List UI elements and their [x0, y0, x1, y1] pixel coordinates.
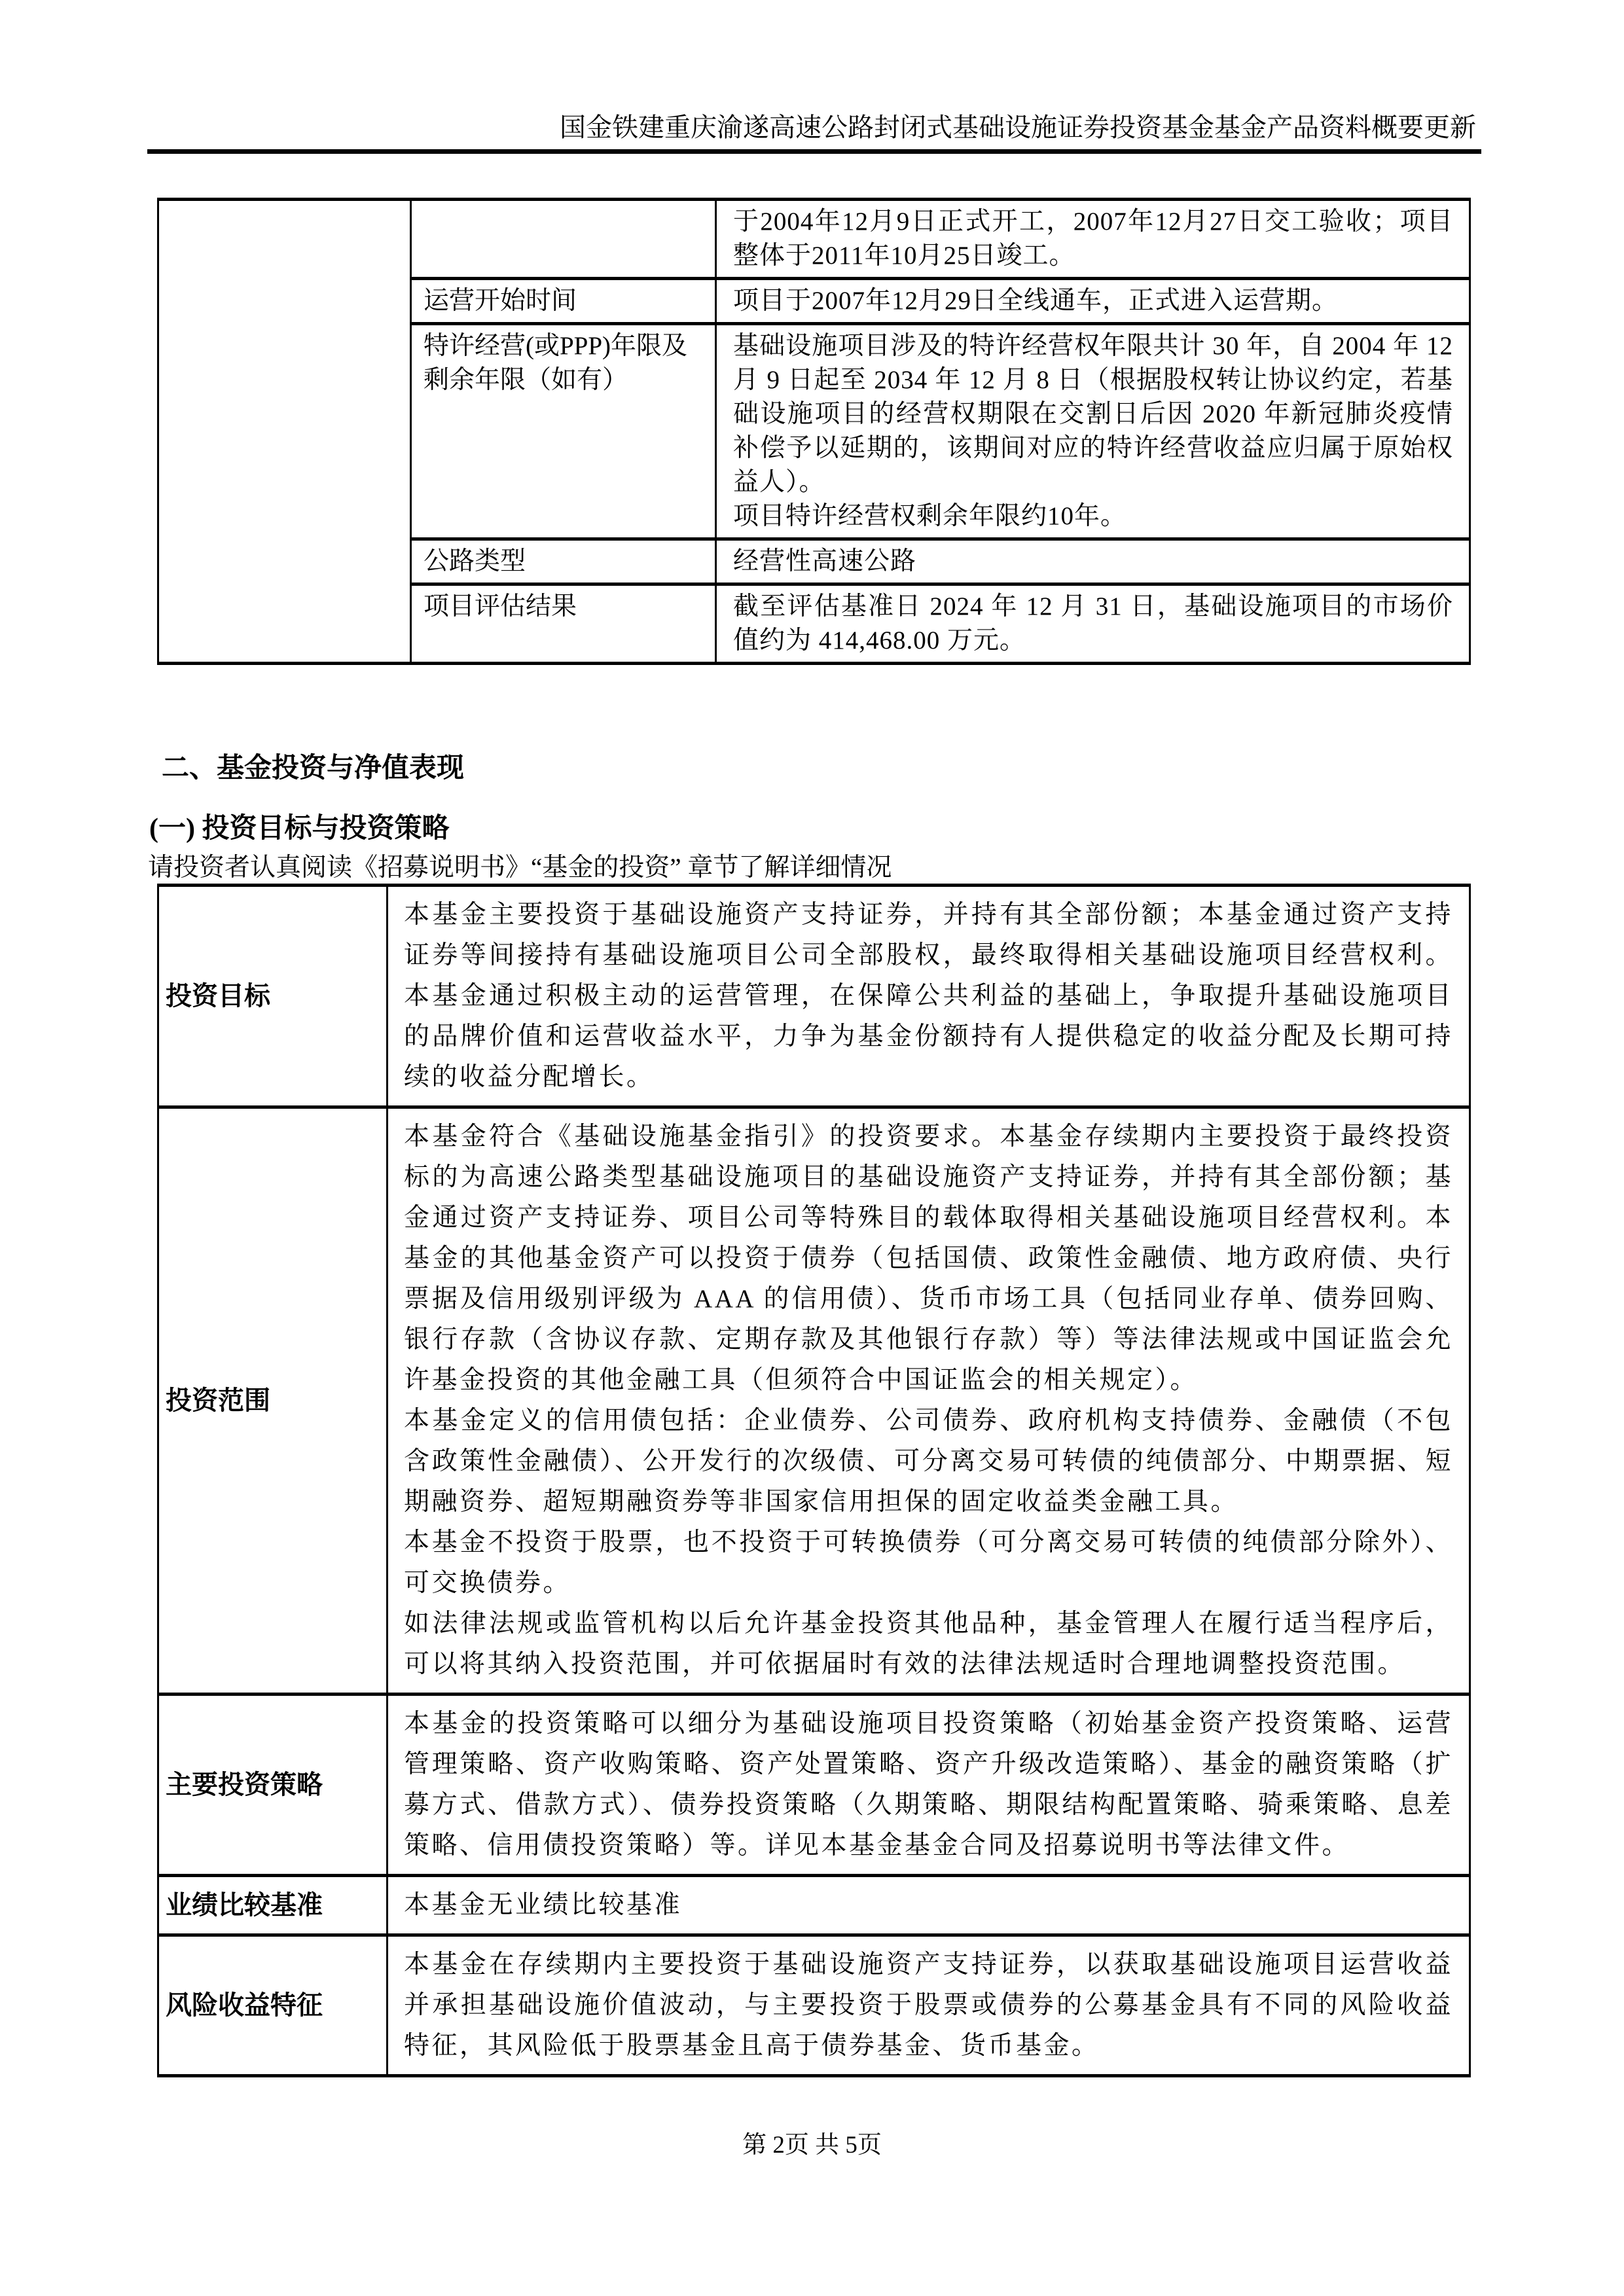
row-value-cell	[716, 584, 1470, 664]
paragraph: 经营性高速公路	[733, 547, 917, 575]
page-footer: 第 2页 共 5页	[742, 2132, 882, 2159]
row-label: 风险收益特征	[166, 1990, 323, 2020]
row-label-cell	[411, 539, 716, 584]
section-heading: 二、基金投资与净值表现	[162, 753, 465, 783]
row-label-cell	[158, 1876, 388, 1935]
row-label-cell	[411, 584, 716, 664]
table-row	[158, 1935, 1470, 2076]
row-label: 主要投资策略	[166, 1770, 323, 1799]
row-label-cell	[411, 279, 716, 324]
paragraph: 项目特许经营权剩余年限约10年。	[733, 502, 1127, 530]
paragraph: 本基金定义的信用债包括：企业债券、公司债券、政府机构支持债券、金融债（不包含政策性金融债）、公开发行的次级债、可分离交易可转债的纯债部分、中期票据、短期融资券、超短期融资券等非国家信用担保的固定收益类金融工具。	[404, 1407, 1453, 1516]
row-label: 业绩比较基准	[166, 1890, 323, 1920]
row-label-cell	[411, 200, 716, 279]
row-label: 投资范围	[166, 1386, 270, 1415]
row-label-cell	[158, 886, 388, 1107]
row-label: 投资目标	[166, 981, 270, 1011]
table-row	[158, 1876, 1470, 1935]
row-label: 公路类型	[424, 547, 526, 575]
paragraph: 截至评估基准日 2024 年 12 月 31 日，基础设施项目的市场价值约为 414,468.00 万元。	[733, 592, 1453, 655]
row-value-cell	[388, 1107, 1470, 1695]
subsection-heading: (一) 投资目标与投资策略	[149, 814, 450, 844]
paragraph: 基础设施项目涉及的特许经营权年限共计 30 年，自 2004 年 12 月 9 日起至 2034 年 12 月 8 日（根据股权转让协议约定，若基础设施项目的经营权期限在交割日后因 2020 年新冠肺炎疫情补偿予以延期的，该期间对应的特许经营收益应归属于原始权益人）。	[733, 332, 1453, 496]
row-label: 项目评估结果	[424, 592, 577, 620]
paragraph: 于2004年12月9日正式开工，2007年12月27日交工验收；项目整体于2011年10月25日竣工。	[733, 207, 1453, 270]
row-label: 运营开始时间	[424, 287, 577, 315]
paragraph: 本基金的投资策略可以细分为基础设施项目投资策略（初始基金资产投资策略、运营管理策略、资产收购策略、资产处置策略、资产升级改造策略）、基金的融资策略（扩募方式、借款方式）、债券投资策略（久期策略、期限结构配置策略、骑乘策略、息差策略、信用债投资策略）等。详见本基金基金合同及招募说明书等法律文件。	[404, 1710, 1453, 1859]
row-label-cell	[158, 1107, 388, 1695]
row-value-cell	[388, 1876, 1470, 1935]
header-rule	[147, 149, 1481, 154]
paragraph: 本基金在存续期内主要投资于基础设施资产支持证券，以获取基础设施项目运营收益并承担基础设施价值波动，与主要投资于股票或债券的公募基金具有不同的风险收益特征，其风险低于股票基金且高于债券基金、货币基金。	[404, 1950, 1453, 2060]
paragraph: 如法律法规或监管机构以后允许基金投资其他品种，基金管理人在履行适当程序后，可以将其纳入投资范围，并可依据届时有效的法律法规适时合理地调整投资范围。	[404, 1609, 1453, 1678]
row-value-cell	[388, 886, 1470, 1107]
paragraph: 本基金不投资于股票，也不投资于可转换债券（可分离交易可转债的纯债部分除外）、可交换债券。	[404, 1528, 1453, 1597]
header-title: 国金铁建重庆渝遂高速公路封闭式基础设施证券投资基金基金产品资料概要更新	[560, 113, 1476, 142]
row-label: 特许经营(或PPP)年限及剩余年限（如有）	[424, 332, 688, 394]
row-value-cell	[388, 1935, 1470, 2076]
table-row	[158, 1107, 1470, 1695]
row-value-cell	[388, 1695, 1470, 1876]
project-spanner-cell	[158, 200, 411, 664]
investment-table	[157, 884, 1471, 2077]
table-row	[158, 1695, 1470, 1876]
table-row	[158, 200, 1470, 279]
row-value-cell	[716, 539, 1470, 584]
row-label-cell	[411, 324, 716, 539]
reader-note: 请投资者认真阅读《招募说明书》“基金的投资” 章节了解详细情况	[148, 853, 892, 882]
project-info-table	[157, 198, 1471, 665]
paragraph: 本基金无业绩比较基准	[404, 1891, 683, 1919]
row-label-cell	[158, 1935, 388, 2076]
table-row	[158, 886, 1470, 1107]
paragraph: 本基金主要投资于基础设施资产支持证券，并持有其全部份额；本基金通过资产支持证券等间接持有基础设施项目公司全部股权，最终取得相关基础设施项目经营权利。本基金通过积极主动的运营管理，在保障公共利益的基础上，争取提升基础设施项目的品牌价值和运营收益水平，力争为基金份额持有人提供稳定的收益分配及长期可持续的收益分配增长。	[404, 901, 1453, 1091]
paragraph: 项目于2007年12月29日全线通车，正式进入运营期。	[733, 287, 1339, 315]
row-value-cell	[716, 279, 1470, 324]
row-value-cell	[716, 324, 1470, 539]
paragraph: 本基金符合《基础设施基金指引》的投资要求。本基金存续期内主要投资于最终投资标的为高速公路类型基础设施项目的基础设施资产支持证券，并持有其全部份额；基金通过资产支持证券、项目公司等特殊目的载体取得相关基础设施项目经营权利。本基金的其他基金资产可以投资于债券（包括国债、政策性金融债、地方政府债、央行票据及信用级别评级为 AAA 的信用债）、货币市场工具（包括同业存单、债券回购、银行存款（含协议存款、定期存款及其他银行存款）等）等法律法规或中国证监会允许基金投资的其他金融工具（但须符合中国证监会的相关规定）。	[404, 1122, 1453, 1394]
row-label-cell	[158, 1695, 388, 1876]
row-value-cell	[716, 200, 1470, 279]
